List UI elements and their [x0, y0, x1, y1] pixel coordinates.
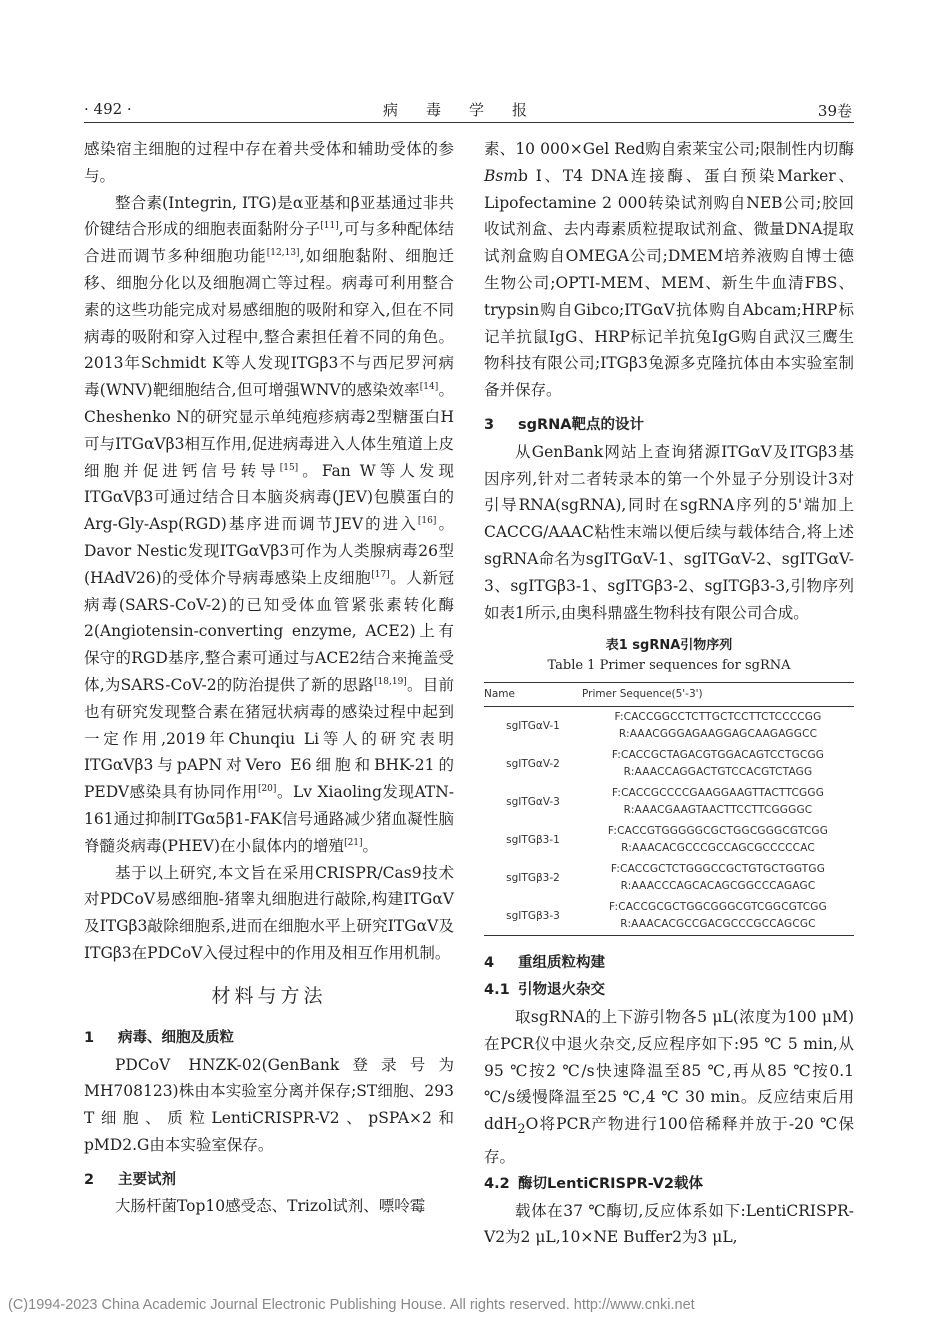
- primer-name: sgITGβ3-2: [506, 871, 560, 884]
- primer-sequence: [582, 897, 854, 936]
- virus-cells-paragraph: PDCoV HNZK-02(GenBank登录号为MH708123)株由本实验室分离并保存;ST细胞、293 T细胞、质粒LentiCRISPR-V2、pSPA×2和pMD2.G由本实验室保存。: [84, 1055, 454, 1154]
- heading-3: [484, 412, 854, 439]
- citation[interactable]: [11]: [320, 221, 339, 232]
- reagents-paragraph-cont: [484, 136, 854, 404]
- heading-number: 2: [84, 1171, 95, 1188]
- running-header: [84, 96, 854, 123]
- section-title-methods: 材料与方法: [211, 984, 327, 1007]
- page-number: · 492 ·: [84, 100, 132, 118]
- table-row: [484, 707, 854, 746]
- forward-primer: F:CACCGCTAGACGTGGACAGTCCTGCGG: [611, 749, 825, 762]
- heading-number: 4.2: [484, 1175, 510, 1192]
- table-caption-en: Table 1 Primer sequences for sgRNA: [547, 658, 791, 674]
- heading-text: 重组质粒构建: [518, 955, 605, 972]
- citation[interactable]: [12,13]: [266, 248, 300, 259]
- digestion-paragraph: 载体在37 ℃酶切,反应体系如下:LentiCRISPR-V2为2 μL,10×NE Buffer2为3 μL,: [484, 1201, 854, 1247]
- heading-4-2: [484, 1171, 854, 1198]
- integrin-text-4: 。Cheshenko N的研究显示单纯疱疹病毒2型糖蛋白H可与ITGαVβ3相互作用,促进病毒进入人体生殖道上皮细胞并促进钙信号转导: [84, 381, 454, 480]
- heading-2: [84, 1167, 454, 1194]
- primer-sequence: [582, 745, 854, 783]
- heading-4: [484, 950, 854, 977]
- reverse-primer: R:AAACACGCCCGCCAGCGCCCCCAC: [621, 842, 815, 855]
- reverse-primer: R:AAACGGGAGAAGGAGCAAGAGGCC: [618, 728, 818, 741]
- primer-sequence: [582, 707, 854, 746]
- integrin-text-8: 。目前也有研究发现整合素在猪冠状病毒的感染过程中起到一定作用,2019年Chunqiu Li等人的研究表明ITGαVβ3与pAPN对Vero E6细胞和BHK-21的PEDV感染具有协同作用: [84, 675, 454, 802]
- citation[interactable]: [17]: [371, 569, 390, 580]
- primer-name: sgITGβ3-1: [506, 833, 560, 846]
- primer-name: sgITGαV-2: [506, 757, 560, 770]
- enzyme-name-italic: Bsm: [484, 166, 519, 185]
- left-column: [84, 136, 454, 1220]
- reverse-primer: R:AAACCCAGCACAGCGGCCCAGAGC: [620, 880, 816, 893]
- primer-sequence: [582, 783, 854, 821]
- forward-primer: F:CACCGGCCTCTTGCTCCTTCTCCCCGG: [614, 711, 822, 724]
- citation[interactable]: [18,19]: [374, 676, 407, 687]
- integrin-text-3: ,如细胞黏附、细胞迁移、细胞分化以及细胞凋亡等过程。病毒可利用整合素的这些功能完成对易感细胞的吸附和穿入,但在不同病毒的吸附和穿入过程中,整合素担任着不同的角色。2013年Schmidt K等人发现ITGβ3不与西尼罗河病毒(WNV)靶细胞结合,但可增强WNV的感染效率: [84, 247, 454, 400]
- copyright-footer: (C)1994-2023 China Academic Journal Electronic Publishing House. All rights reserved. http://www.cnki.net: [8, 1297, 695, 1313]
- heading-number: 4: [484, 955, 495, 972]
- forward-primer: F:CACCGCCCCGAAGGAAGTTACTTCGGG: [611, 787, 825, 800]
- heading-number: 3: [484, 416, 495, 433]
- subscript: 2: [517, 1122, 526, 1138]
- journal-title: 病毒学报: [382, 101, 555, 119]
- integrin-text-1: 整合素(Integrin, ITG)是α亚基和β亚基通过非共价键结合形成的细胞表面黏附分子: [84, 193, 454, 239]
- table-row: [484, 897, 854, 936]
- right-column: [484, 136, 854, 1251]
- forward-primer: F:CACCGCGCTGGCGGGCGTCGGCGTCGG: [609, 901, 827, 914]
- intro-tail-paragraph: 感染宿主细胞的过程中存在着共受体和辅助受体的参与。: [84, 140, 454, 185]
- table-row: [484, 859, 854, 897]
- forward-primer: F:CACCGCTCTGGGCCGCTGTGCTGGTGG: [610, 863, 826, 876]
- primer-name: sgITGβ3-3: [484, 897, 582, 936]
- reverse-primer: R:AAACGAAGTAACTTCCTTCGGGGC: [623, 804, 813, 817]
- column-header: Name: [484, 683, 582, 707]
- citation[interactable]: [15]: [279, 462, 299, 473]
- heading-text: 病毒、细胞及质粒: [118, 1029, 234, 1046]
- citation[interactable]: [14]: [419, 382, 439, 393]
- heading-text: 引物退火杂交: [518, 982, 605, 999]
- table-row: [484, 745, 854, 783]
- primer-table: [484, 682, 854, 936]
- primer-name: sgITGαV-3: [506, 795, 560, 808]
- citation[interactable]: [21]: [344, 837, 363, 848]
- heading-1: [84, 1025, 454, 1052]
- heading-4-1: [484, 977, 854, 1004]
- sgrna-design-paragraph: 从GenBank网站上查询猪源ITGαV及ITGβ3基因序列,针对二者转录本的第一个外显子分别设计3对引导RNA(sgRNA),同时在sgRNA序列的5'端加上CACCG/AAAC粘性末端以便后续与载体结合,将上述sgRNA命名为sgITGαV-1、sgITGαV-2、sgITGαV-3、sgITGβ3-1、sgITGβ3-2、sgITGβ3-3,引物序列如表1所示,由奥科鼎盛生物科技有限公司合成。: [484, 442, 854, 622]
- integrin-text-7: 。人新冠病毒(SARS-CoV-2)的已知受体血管紧张素转化酶2(Angiotensin-converting enzyme, ACE2)上有保守的RGD基序,整合素可通过与ACE2结合来掩盖受体,为SARS-CoV-2的防治提供了新的思路: [84, 568, 454, 694]
- annealing-text-1: 取sgRNA的上下游引物各5 μL(浓度为100 μM)在PCR仪中退火杂交,反应程序如下:95 ℃ 5 min,从95 ℃按2 ℃/s快速降温至85 ℃,再从85 ℃按0.1 ℃/s缓慢降温至25 ℃,4 ℃ 30 min。反应结束后用ddH: [484, 1007, 854, 1134]
- heading-text: 酶切LentiCRISPR-V2载体: [518, 1175, 704, 1192]
- integrin-paragraph: [84, 190, 454, 860]
- annealing-paragraph: [484, 1004, 854, 1171]
- reagents-text-2: b I、T4 DNA连接酶、蛋白预染Marker、Lipofectamine 2 000转染试剂购自NEB公司;胶回收试剂盒、去内毒素质粒提取试剂盒、微量DNA提取试剂盒购自OMEGA公司;DMEM培养液购自博士德生物公司;OPTI-MEM、MEM、新生牛血清FBS、trypsin购自Gibco;ITGαV抗体购自Abcam;HRP标记羊抗鼠IgG、HRP标记羊抗兔IgG购自武汉三鹰生物科技有限公司;ITGβ3兔源多克隆抗体由本实验室制备并保存。: [484, 166, 854, 400]
- aim-paragraph: 基于以上研究,本文旨在采用CRISPR/Cas9技术对PDCoV易感细胞-猪睾丸细胞进行敲除,构建ITGαV及ITGβ3敲除细胞系,进而在细胞水平上研究ITGαV及ITGβ3在PDCoV入侵过程中的作用及相互作用机制。: [84, 863, 454, 962]
- forward-primer: F:CACCGTGGGGGCGCTGGCGGGCGTCGG: [607, 825, 829, 838]
- column-header: Primer Sequence(5'-3'): [582, 683, 854, 707]
- primer-sequence: [582, 821, 854, 859]
- integrin-text-5: 。Fan W等人发现ITGαVβ3可通过结合日本脑炎病毒(JEV)包膜蛋白的Arg-Gly-Asp(RGD)基序进而调节JEV的进入: [84, 461, 454, 534]
- heading-text: 主要试剂: [118, 1171, 176, 1188]
- table-row: [484, 821, 854, 859]
- reverse-primer: R:AAACCAGGACTGTCCACGTCTAGG: [623, 766, 813, 779]
- volume-label: 39卷: [817, 102, 852, 120]
- reagents-text-1: 素、10 000×Gel Red购自索莱宝公司;限制性内切酶: [484, 140, 854, 158]
- table-caption-cn: 表1 sgRNA引物序列: [605, 638, 733, 654]
- integrin-text-6: 。Davor Nestic发现ITGαVβ3可作为人类腺病毒26型(HAdV26)的受体介导病毒感染上皮细胞: [84, 515, 454, 587]
- integrin-text-10: 。: [362, 836, 379, 855]
- integrin-text-2: ,可与多种配体结合进而调节多种细胞功能: [84, 220, 454, 266]
- reverse-primer: R:AAACACGCCGACGCCCGCCAGCGC: [620, 918, 816, 931]
- primer-sequence: [582, 859, 854, 897]
- annealing-text-2: O将PCR产物进行100倍稀释并放于-20 ℃保存。: [484, 1115, 854, 1167]
- table-header-row: [484, 683, 854, 707]
- heading-number: 4.1: [484, 982, 510, 999]
- citation[interactable]: [16]: [417, 516, 437, 526]
- integrin-text-9: 。Lv Xiaoling发现ATN-161通过抑制ITGα5β1-FAK信号通路减少猪血凝性脑脊髓炎病毒(PHEV)在小鼠体内的增殖: [84, 783, 454, 855]
- heading-text: sgRNA靶点的设计: [518, 416, 645, 433]
- reagents-paragraph-start: 大肠杆菌Top10感受态、Trizol试剂、嘌呤霉: [115, 1197, 426, 1216]
- primer-name: sgITGαV-1: [506, 719, 560, 732]
- table-row: [484, 783, 854, 821]
- citation[interactable]: [20]: [257, 783, 277, 794]
- heading-number: 1: [84, 1029, 95, 1046]
